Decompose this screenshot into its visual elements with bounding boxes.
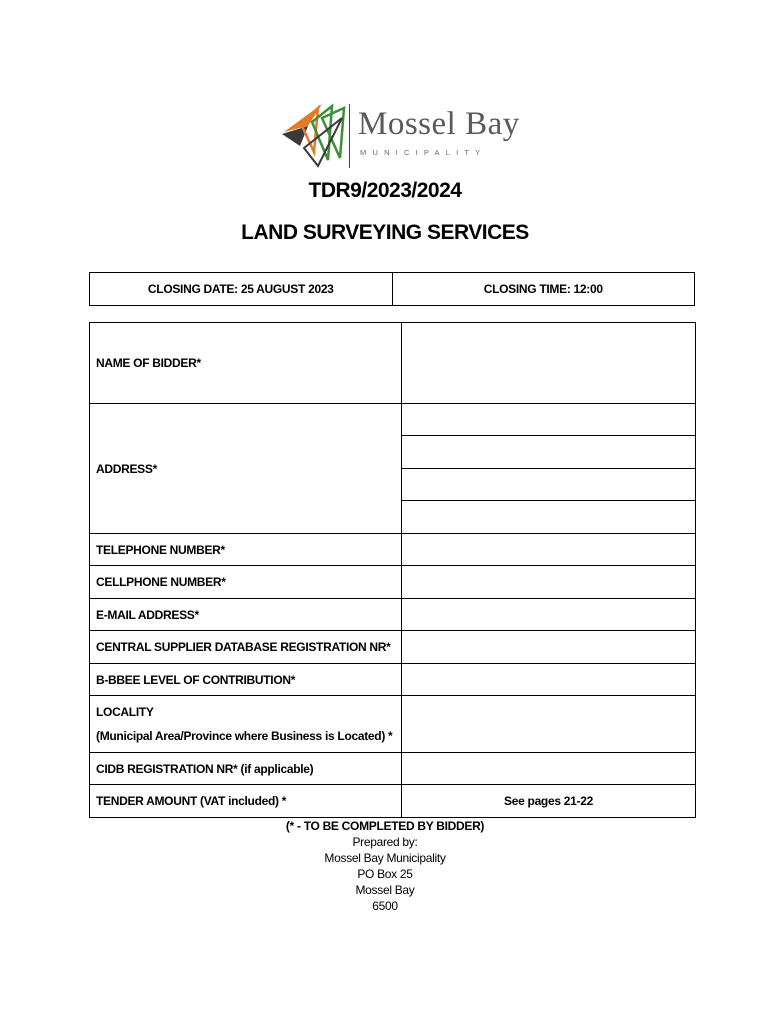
label-address: ADDRESS*	[90, 404, 402, 534]
field-csd-registration[interactable]	[402, 631, 696, 664]
label-email: E-MAIL ADDRESS*	[90, 599, 402, 631]
tender-reference: TDR9/2023/2024	[308, 179, 462, 202]
label-name-of-bidder: NAME OF BIDDER*	[90, 323, 402, 404]
footer-postal-code: 6500	[372, 899, 398, 913]
municipality-logo	[278, 96, 520, 176]
field-cidb-registration[interactable]	[402, 753, 696, 785]
footer-org: Mossel Bay Municipality	[324, 851, 446, 865]
closing-date: CLOSING DATE: 25 AUGUST 2023	[147, 282, 334, 296]
label-cellphone: CELLPHONE NUMBER*	[90, 566, 402, 599]
footer	[0, 818, 770, 914]
field-email[interactable]	[402, 599, 696, 631]
tender-amount-value: See pages 21-22	[402, 785, 696, 818]
closing-info-box	[89, 272, 695, 306]
closing-time: CLOSING TIME: 12:00	[392, 273, 695, 305]
logo-subtitle: MUNICIPALITY	[360, 148, 487, 157]
field-telephone[interactable]	[402, 534, 696, 566]
field-cellphone[interactable]	[402, 566, 696, 599]
field-address-line-2[interactable]	[402, 436, 696, 469]
locality-title: LOCALITY	[96, 705, 154, 719]
document-title: LAND SURVEYING SERVICES	[241, 221, 529, 244]
label-tender-amount: TENDER AMOUNT (VAT included) *	[90, 785, 402, 818]
logo-emblem-icon	[278, 96, 350, 176]
field-name-of-bidder[interactable]	[402, 323, 696, 404]
logo-name: Mossel Bay	[358, 106, 520, 142]
field-address-line-4[interactable]	[402, 501, 696, 534]
footer-town: Mossel Bay	[355, 883, 415, 897]
field-locality[interactable]	[402, 696, 696, 753]
label-cidb-registration: CIDB REGISTRATION NR* (if applicable)	[90, 753, 402, 785]
field-address-line-3[interactable]	[402, 469, 696, 501]
footer-note: (* - TO BE COMPLETED BY BIDDER)	[285, 819, 485, 833]
field-address-line-1[interactable]	[402, 404, 696, 436]
locality-note: (Municipal Area/Province where Business is Located) *	[96, 729, 393, 743]
label-locality	[90, 696, 402, 753]
footer-prepared-by: Prepared by:	[352, 835, 418, 849]
field-bbbee-level[interactable]	[402, 664, 696, 696]
footer-po-box: PO Box 25	[357, 867, 413, 881]
logo-divider	[349, 104, 350, 168]
label-telephone: TELEPHONE NUMBER*	[90, 534, 402, 566]
bidder-details-table	[89, 322, 696, 818]
label-bbbee-level: B-BBEE LEVEL OF CONTRIBUTION*	[90, 664, 402, 696]
label-csd-registration: CENTRAL SUPPLIER DATABASE REGISTRATION NR*	[90, 631, 402, 664]
